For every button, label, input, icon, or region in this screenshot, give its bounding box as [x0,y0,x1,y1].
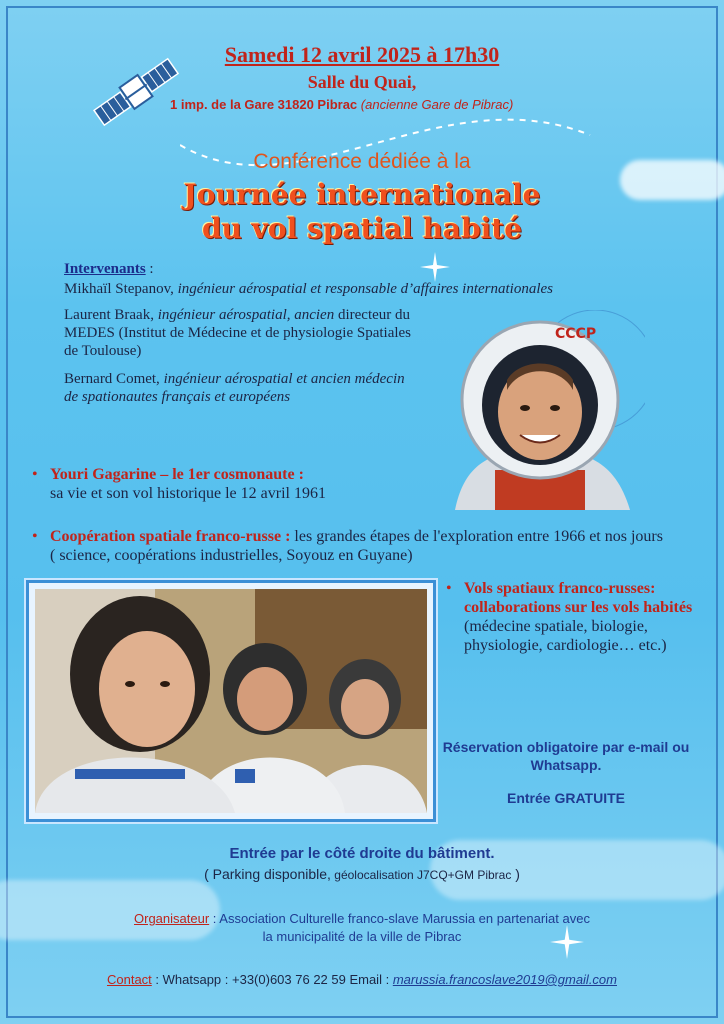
speaker-name: Laurent Braak, [64,307,154,323]
contact-label: Contact [106,972,152,987]
event-date: Samedi 12 avril 2025 à 17h30 [224,42,500,67]
conference-intro: Conférence dédiée à la [253,150,471,173]
speaker-role: ingénieur aérospatial et responsable d’affaires internationales [173,281,553,297]
event-venue: Salle du Quai, [307,72,417,92]
contact-email-link[interactable]: marussia.francoslave2019@gmail.com [392,972,617,987]
helmet-cccp-text: СССР [555,326,597,342]
organizer-text: : Association Culturelle franco-slave Marussia en partenariat avec [209,911,590,926]
speaker-role: ingénieur aérospatial et ancien médecin de spationautes français et européens [64,371,405,405]
free-entry-notice: Entrée GRATUITE [507,790,625,806]
topic-gagarin [32,465,430,503]
topic-head: Coopération spatiale franco-russe : [50,528,291,545]
parking-end: ) [511,866,520,882]
event-address [170,97,590,112]
speaker-name: Bernard Comet, [64,371,160,387]
bullet-dot: • [32,466,38,483]
organizer-line2: la municipalité de la ville de Pibrac [262,929,462,944]
topic-cooperation [32,527,670,565]
speakers-header-suffix: : [145,261,154,277]
speaker-2 [64,306,414,360]
topic-text: sa vie et son vol historique le 12 avril 1961 [50,485,326,502]
contact-whatsapp: : Whatsapp : +33(0)603 76 22 59 Email : [151,972,393,987]
speaker-3 [64,370,414,406]
cosmonauts-photo-image [35,589,427,813]
reservation-notice: Réservation obligatoire par e-mail ou Whatsapp. [442,739,690,773]
parking-geo: géolocalisation J7CQ+GM Pibrac [330,868,512,882]
speaker-role: ingénieur aérospatial, ancien [153,307,335,323]
topic-head: Vols spatiaux franco-russes: collaborations sur les vols habités [464,580,693,616]
organizer-info [0,910,724,946]
speaker-1 [64,280,704,298]
speaker-name: Mikhaïl Stepanov, [64,281,174,297]
organizer-label: Organisateur [134,911,210,926]
parking-main: ( Parking disponible, [204,866,331,882]
speakers-header: Intervenants [64,261,146,277]
topic-text: (médecine spatiale, biologie, physiologie, cardiologie… etc.) [464,618,667,654]
address-text: 1 imp. de la Gare 31820 Pibrac [170,97,358,112]
speaker-extra: directeur du MEDES (Institut de Médecine et de physiologie Spatiales de Toulouse) [64,307,412,359]
side-entry-notice: Entrée par le côté droite du bâtiment. [229,845,495,862]
address-note: (ancienne Gare de Pibrac) [360,97,514,112]
topic-text: les grandes étapes de l'exploration entre 1966 et nos jours ( science, coopérations industrielles, Soyouz en Guyane) [50,528,663,564]
speakers-header-line [64,260,704,278]
contact-info [0,972,724,987]
conference-title-line1: Journée internationale [183,178,541,211]
bullet-dot: • [446,580,452,597]
parking-info [0,866,724,882]
topic-head: Youri Gagarine – le 1er cosmonaute : [50,466,304,483]
conference-title-line2: du vol spatial habité [201,212,523,245]
organizer-line1 [0,910,724,928]
bullet-dot: • [32,528,38,545]
gagarin-portrait-image [435,310,645,510]
topic-flights [446,579,694,655]
cosmonauts-photo-frame [26,580,436,822]
